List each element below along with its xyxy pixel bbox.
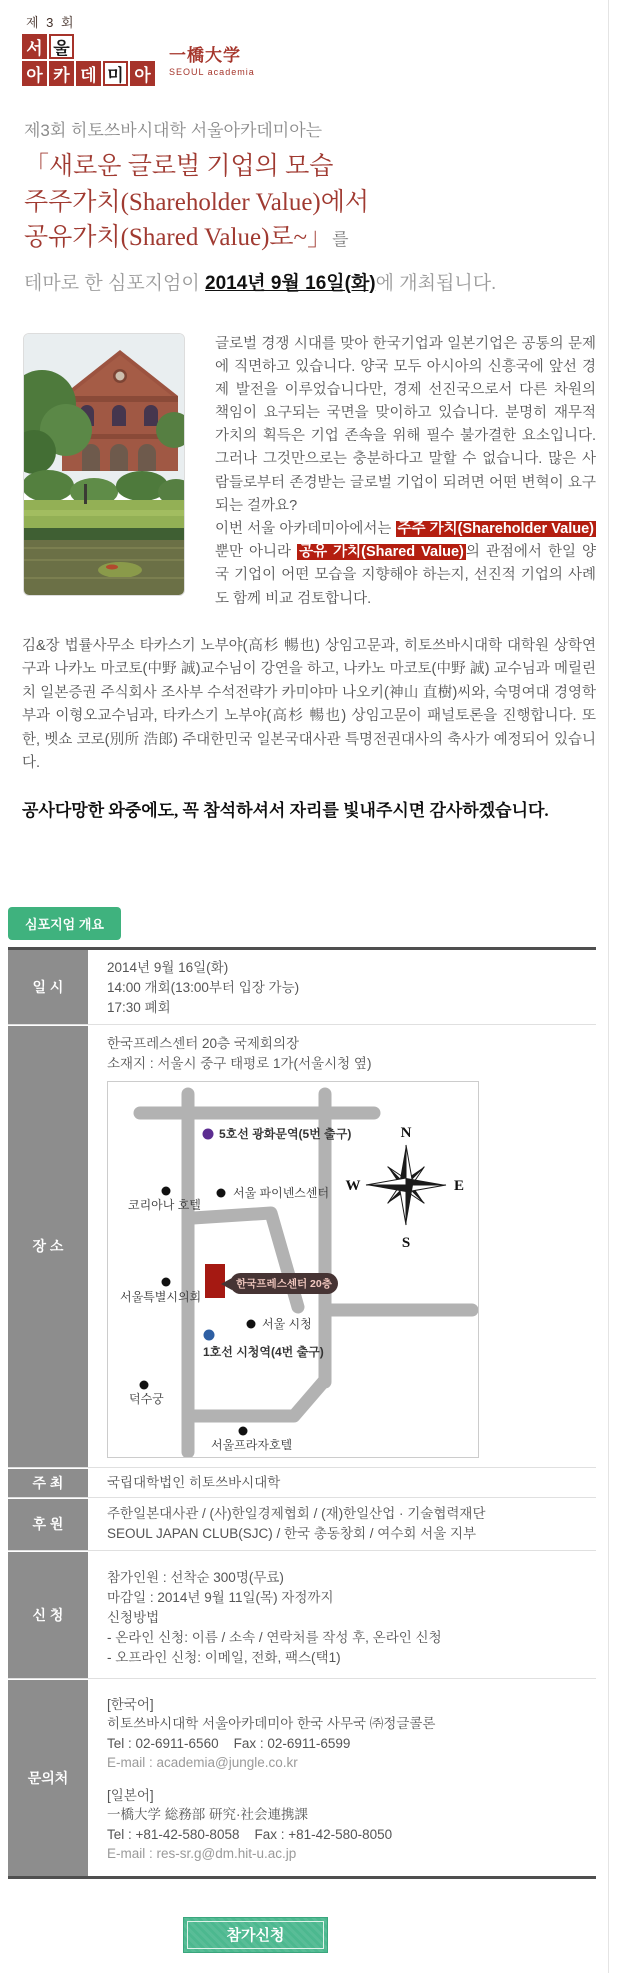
cityhall-station-label: 1호선 시청역(4번 출구) xyxy=(203,1344,324,1359)
title-line-3: 공유가치(Shared Value)로~」 xyxy=(24,224,333,251)
contact-cell xyxy=(90,1679,596,1876)
logo xyxy=(0,0,608,86)
compass-rose xyxy=(346,1125,465,1251)
description-block xyxy=(23,333,596,611)
finance-center-dot xyxy=(217,1188,226,1197)
intro-lead: 제3회 히토쓰바시대학 서울아카데미아는 xyxy=(24,121,323,140)
compass-s: S xyxy=(401,1234,411,1251)
palace-dot xyxy=(140,1380,149,1389)
press-center-label: 한국프레스센터 20층 xyxy=(236,1277,332,1290)
row-header-sponsor: 후 원 xyxy=(8,1498,90,1550)
city-hall-label: 서울 시청 xyxy=(262,1316,312,1331)
university-name-en: SEOUL academia xyxy=(169,67,255,77)
datetime-cell: 2014년 9월 16일(화) 14:00 개회(13:00부터 입장 가능) 17:30 폐회 xyxy=(107,959,300,1015)
university-logo xyxy=(169,41,255,77)
koreana-hotel-label: 코리아나 호텔 xyxy=(128,1197,201,1212)
contact-kr-email: E-mail : academia@jungle.co.kr xyxy=(107,1755,298,1771)
venue-cell: 한국프레스센터 20층 국제회의장 소재지 : 서울시 중구 태평로 1가(서울시청 옆) N W E S 5호선 광화문역(5번 출구) 코리아나 호텔 서울 파이넨스센터 한국프레스센터 20층 서울특별시의회 서울 시청 1호선 시청역(4번 출구) 덕수궁 서울프라자호텔 xyxy=(90,1025,596,1467)
venue-map xyxy=(107,1081,479,1458)
apply-button[interactable]: 참가신청 xyxy=(183,1917,328,1953)
logo-block: 서 xyxy=(22,34,47,59)
logo-hangul-blocks xyxy=(22,34,155,86)
application-cell: 참가인원 : 선착순 300명(무료) 마감일 : 2014년 9월 11일(목) 자정까지 신청방법 - 온라인 신청: 이름 / 소속 / 연락처를 작성 후, 온라인 신청 - 오프라인 신청: 이메일, 전화, 팩스(택1) xyxy=(107,1569,442,1665)
contact-kr-org: 히토쓰바시대학 서울아카데미아 한국 사무국 ㈜정글콜론 xyxy=(107,1716,436,1732)
plaza-hotel-dot xyxy=(239,1426,248,1435)
event-date: 2014년 9월 16일(화) xyxy=(205,272,376,294)
plaza-hotel-label: 서울프라자호텔 xyxy=(211,1437,293,1452)
compass-e: E xyxy=(453,1177,465,1194)
logo-edition: 제 3 회 xyxy=(26,15,76,30)
press-center-building xyxy=(205,1264,225,1298)
contact-kr-tel: Tel : 02-6911-6560 Fax : 02-6911-6599 xyxy=(107,1735,351,1751)
logo-block: 아 xyxy=(130,61,155,86)
palace-label: 덕수궁 xyxy=(129,1391,164,1406)
row-header-host: 주 최 xyxy=(8,1468,90,1497)
title-line-1: 「새로운 글로벌 기업의 모습 xyxy=(24,153,334,180)
contact-jp-email: E-mail : res-sr.g@dm.hit-u.ac.jp xyxy=(107,1846,297,1862)
description-paragraph-1: 글로벌 경쟁 시대를 맞아 한국기업과 일본기업은 공통의 문제에 직면하고 있습니다. 양국 모두 아시아의 신흥국에 앞선 경제 발전을 이루었습니다만, 경제 선진국으로서 다른 차원의 책임이 요구되는 국면을 맞이하고 있습니다. 분명히 재무적 가치의 획득은 기업 존속을 위해 필수 불가결한 요소입니다. 그러나 그것만으로는 충분하다고 말할 수 없습니다. 많은 사람들로부터 존경받는 글로벌 기업이 되려면 어떤 변혁이 요구되는 걸까요? 이번 서울 아카데미아에서는 주주 가치(Shareholder Value) 뿐만 아니라 공유 가치(Shared Value) 의 관점에서 한일 양국 기업이 어떤 모습을 지향해야 하는지, 선진적 기업의 사례도 함께 비교 검토합니다. xyxy=(215,335,596,607)
description-paragraph-2: 김&장 법률사무소 타카스기 노부야(高杉 暢也) 상임고문과, 히토쓰바시대학 대학원 상학연구과 나카노 마코토(中野 誠)교수님이 강연을 하고, 나카노 마코토(中野 誠) 교수님과 메릴린치 일본증권 주식회사 조사부 수석전략가 카미야마 나오키(神山 直樹)씨와, 숙명여대 경영학부과 이형오교수님과, 타카스기 노부야(高杉 暢也) 상임고문이 패널토론을 진행합니다. 또한, 벳쇼 코로(別所 浩郎) 주대한민국 일본국대사관 특명전권대사의 축사가 예정되어 있습니다. xyxy=(22,637,596,772)
contact-kr-title: [한국어] xyxy=(107,1696,154,1712)
table-row-sponsor xyxy=(8,1497,596,1550)
compass-n: N xyxy=(400,1124,412,1141)
table-row-host xyxy=(8,1467,596,1497)
gwanghwamun-station-label: 5호선 광화문역(5번 출구) xyxy=(219,1126,352,1141)
logo-block: 카 xyxy=(49,61,74,86)
row-header-contact: 문의처 xyxy=(8,1679,90,1876)
sponsor-cell: 주한일본대사관 / (사)한일경제협회 / (재)한일산업 · 기술협력재단 SEOUL JAPAN CLUB(SJC) / 한국 총동창회 / 여수회 서울 지부 xyxy=(107,1505,486,1541)
overview-table xyxy=(8,947,596,1879)
intro-section xyxy=(24,116,586,295)
highlight-shareholder-value: 주주 가치(Shareholder Value) xyxy=(397,521,594,537)
row-header-datetime: 일 시 xyxy=(8,950,90,1024)
compass-w: W xyxy=(345,1177,361,1194)
road-cityhall-block xyxy=(188,1380,325,1416)
symposium-overview-button[interactable]: 심포지엄 개요 xyxy=(8,907,121,940)
symposium-title xyxy=(24,149,586,256)
highlight-shared-value: 공유 가치(Shared Value) xyxy=(299,544,464,561)
closing-remark: 공사다망한 와중에도, 꼭 참석하셔서 자리를 빛내주시면 감사하겠습니다. xyxy=(22,800,549,820)
logo-block: 미 xyxy=(103,61,128,86)
koreana-hotel-dot xyxy=(162,1186,171,1195)
table-row-venue xyxy=(8,1024,596,1467)
finance-center-label: 서울 파이넨스센터 xyxy=(233,1185,330,1200)
cityhall-station-dot xyxy=(204,1329,215,1340)
host-cell: 국립대학법인 히토쓰바시대학 xyxy=(107,1474,281,1490)
campus-photo xyxy=(23,333,185,596)
campus-photo-illustration xyxy=(24,334,184,595)
table-row-contact xyxy=(8,1678,596,1876)
university-name-jp: 一橋大学 xyxy=(169,46,241,65)
city-hall-dot xyxy=(247,1319,256,1328)
gwanghwamun-station-dot xyxy=(203,1128,214,1139)
contact-jp-org: 一橋大学 総務部 研究·社会連携課 xyxy=(107,1807,308,1823)
title-line-2: 주주가치(Shareholder Value)에서 xyxy=(24,188,370,216)
title-suffix: 를 xyxy=(332,230,349,249)
table-row-datetime xyxy=(8,950,596,1024)
table-row-application xyxy=(8,1550,596,1678)
city-council-dot xyxy=(162,1277,171,1286)
logo-block: 데 xyxy=(76,61,101,86)
row-header-application: 신 청 xyxy=(8,1551,90,1678)
contact-jp-tel: Tel : +81-42-580-8058 Fax : +81-42-580-8050 xyxy=(107,1826,393,1842)
logo-block: 아 xyxy=(22,61,47,86)
row-header-venue: 장 소 xyxy=(8,1025,90,1467)
event-date-line: 테마로 한 심포지엄이 2014년 9월 16일(화)에 개최됩니다. xyxy=(24,272,497,294)
contact-jp-title: [일본어] xyxy=(107,1787,154,1803)
logo-block: 울 xyxy=(49,34,74,59)
city-council-label: 서울특별시의회 xyxy=(120,1289,202,1304)
